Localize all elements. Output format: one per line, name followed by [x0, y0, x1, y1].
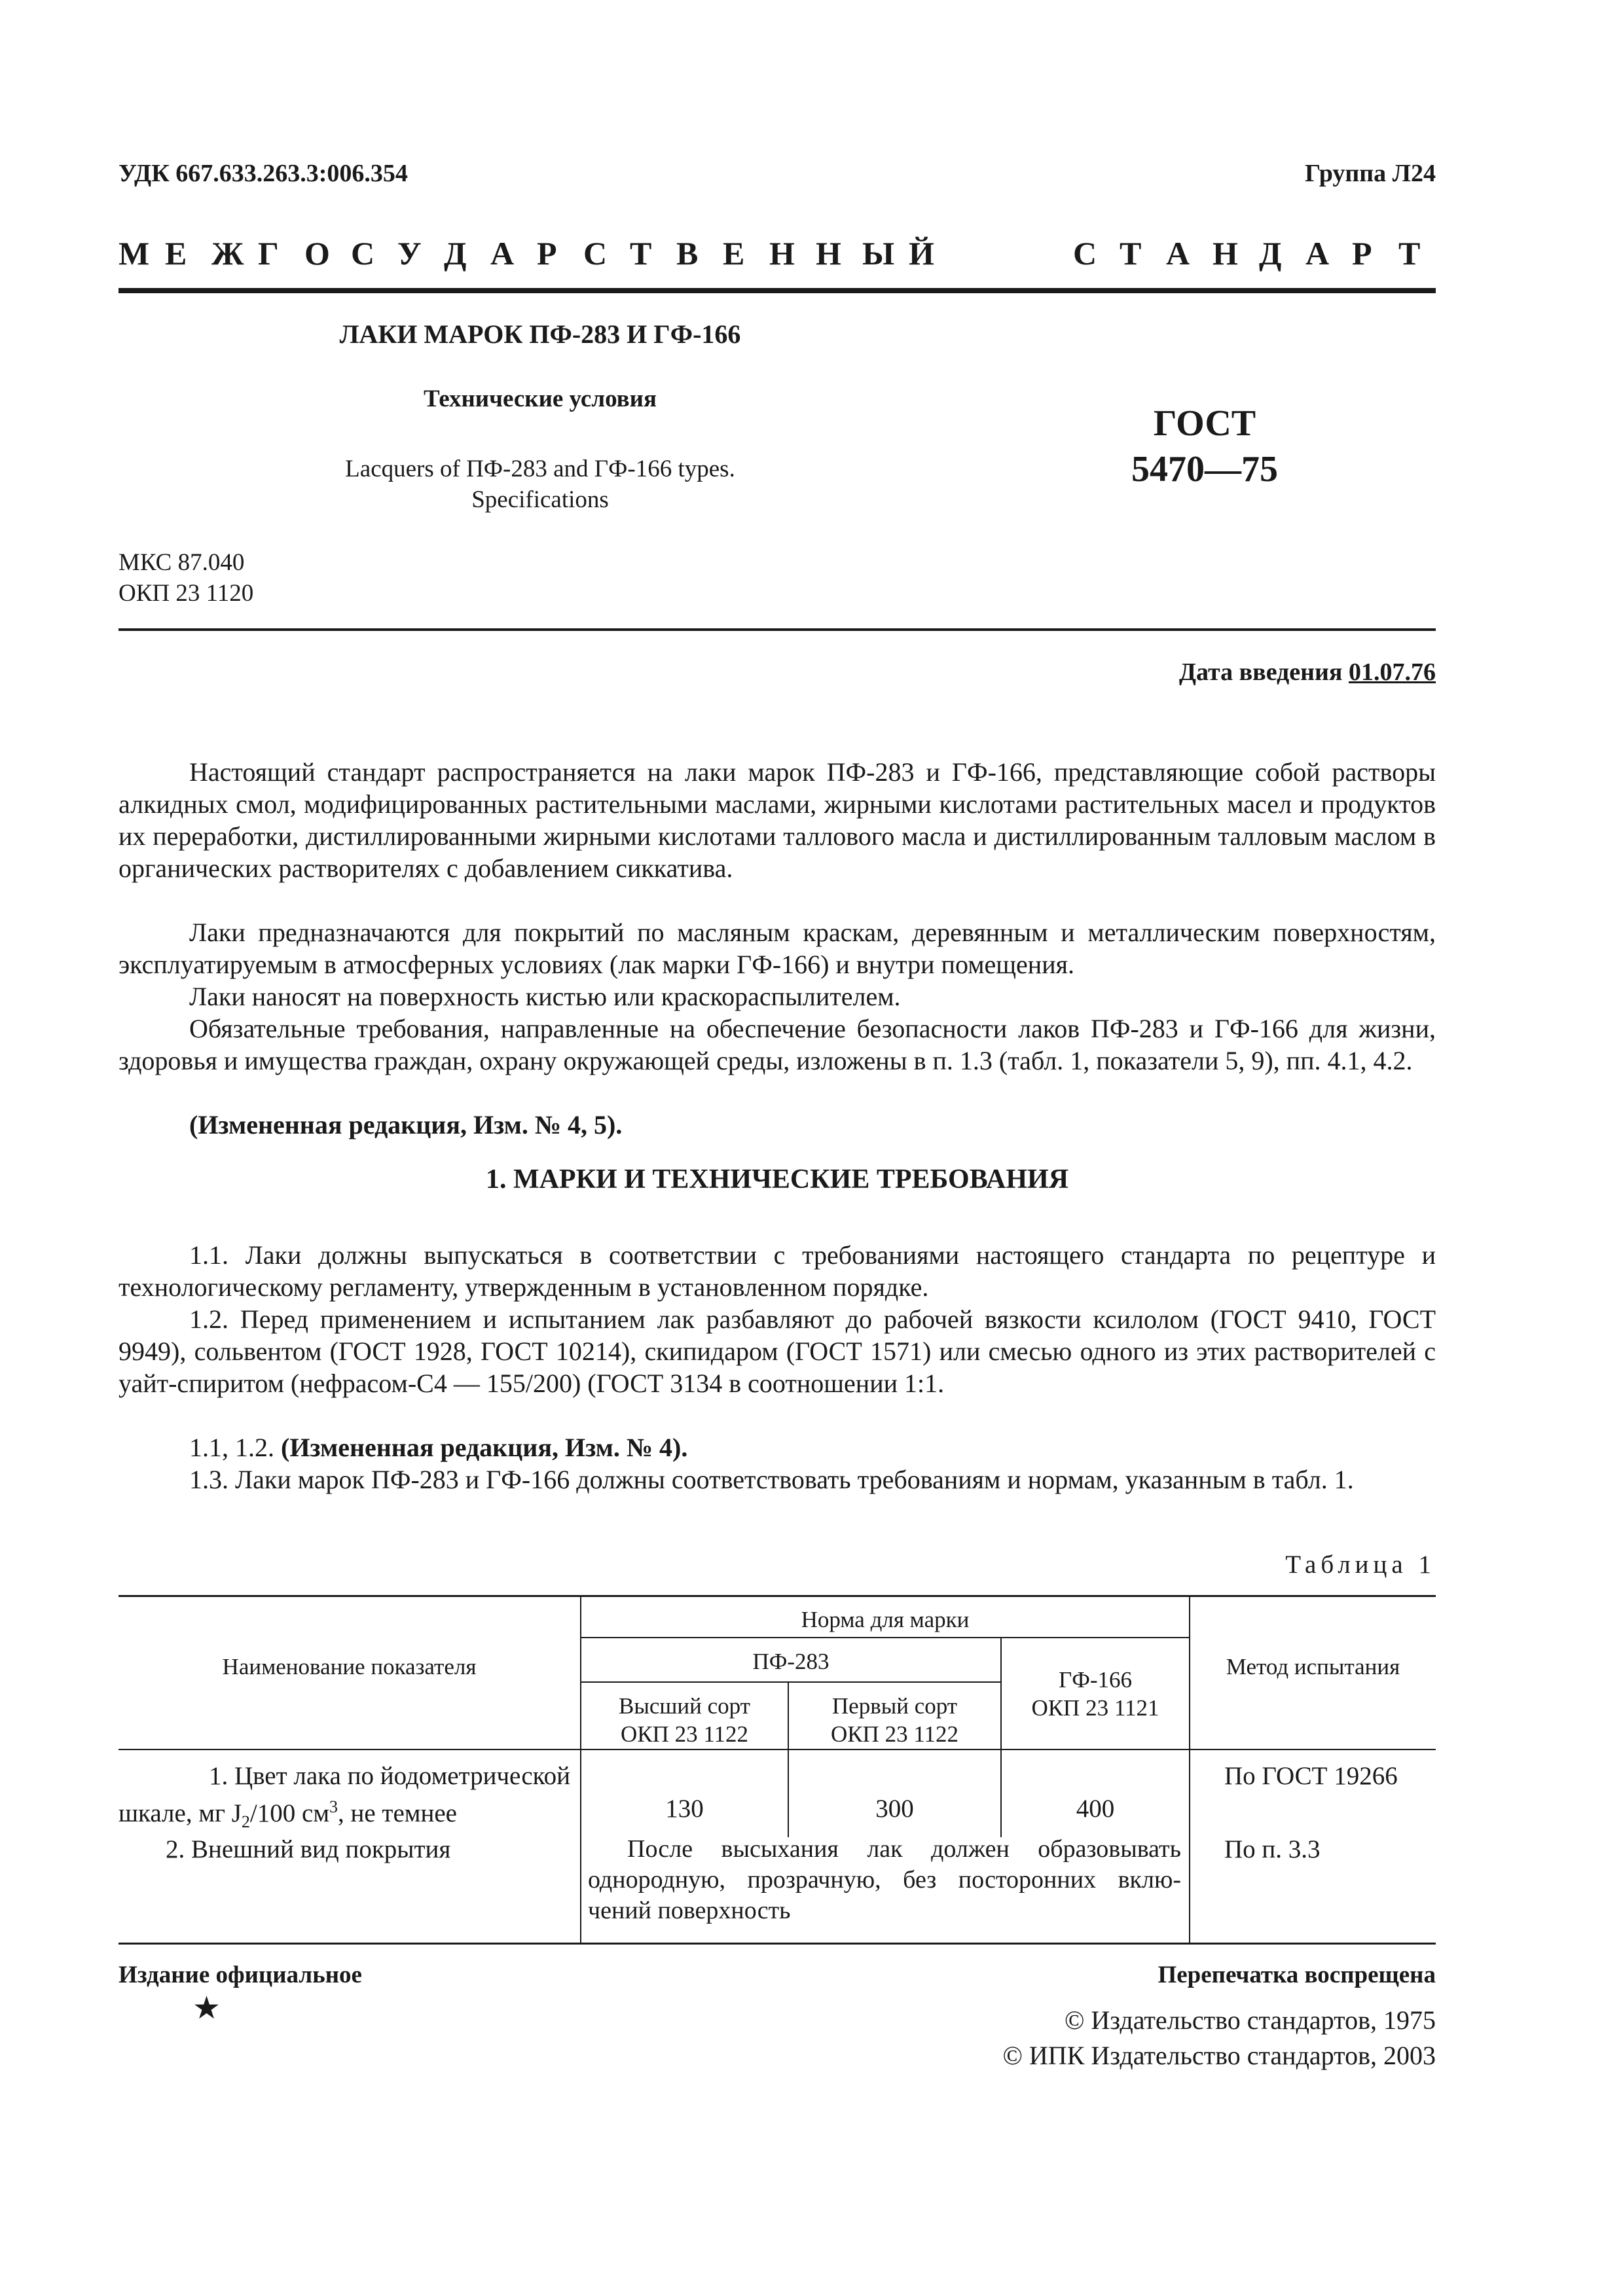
banner-letter: А — [1166, 235, 1190, 272]
table-col-rule — [1189, 1596, 1190, 1944]
clause-1-1-text: 1.1. Лаки должны выпускаться в соответствии с требованиями настоящего стандарта по рецептуре и технологическому регламенту, утвержденным в установленном порядке. — [119, 1240, 1436, 1302]
row-1-name-line2 — [119, 1791, 570, 1837]
banner-letter: Й — [909, 235, 934, 272]
row-1-name-part: , не темнее — [338, 1799, 457, 1827]
row-2-norm-line3: чений поверхность — [588, 1897, 791, 1924]
clause-1-2-text: 1.2. Перед применением и испытанием лак разбавляют до рабочей вязкости ксилолом (ГОСТ 9410, ГОСТ 9949), сольвентом (ГОСТ 1928, ГОСТ 10214), скипидаром (ГОСТ 1571) или смесью одного из этих растворителей с уайт-спиритом (нефрасом-С4 — 155/200) (ГОСТ 3134 в соотношении 1:1. — [119, 1304, 1436, 1398]
row-1-first-grade-value: 300 — [875, 1795, 914, 1823]
banner-letter: Н — [1213, 235, 1238, 272]
row-2-method: По п. 3.3 — [1224, 1835, 1321, 1863]
header-method: Метод испытания — [1226, 1654, 1400, 1679]
row-1-name-subscript: 2 — [241, 1812, 250, 1831]
banner-letter: А — [1305, 235, 1330, 272]
first-grade-okp: ОКП 23 1122 — [830, 1721, 959, 1747]
gf166-label: ГФ-166 — [1058, 1667, 1133, 1693]
table-bottom-rule — [119, 1943, 1436, 1945]
banner-letter: О — [304, 235, 330, 272]
banner-letter: Т — [1398, 235, 1421, 272]
banner-letter: Д — [1259, 235, 1282, 272]
document-title: ЛАКИ МАРОК ПФ-283 И ГФ-166 — [339, 319, 741, 349]
banner-letter: Р — [537, 235, 557, 272]
banner-letter: Д — [444, 235, 467, 272]
document-subtitle: Технические условия — [424, 386, 657, 412]
banner-letter: Р — [1352, 235, 1372, 272]
banner-letter: С — [351, 235, 375, 272]
english-title-line1: Lacquers of ПФ-283 and ГФ-166 types. — [345, 456, 735, 482]
row-2-norm-line2: однородную, прозрачную, без посторонних вклю- — [588, 1866, 1181, 1893]
banner-letter: М — [119, 235, 150, 272]
gost-label: ГОСТ — [1153, 403, 1256, 444]
intro-text-4: Обязательные требования, направленные на обеспечение безопасности лаков ПФ-283 и ГФ-166 для жизни, здоровья и имущества граждан, охрану окружающей среды, изложены в п. 1.3 (табл. 1, показатели 5, 9), пп. 4.1, 4.2. — [119, 1014, 1436, 1075]
reprint-prohibited: Перепечатка воспрещена — [1158, 1962, 1436, 1988]
intro-text-1: Настоящий стандарт распространяется на лаки марок ПФ-283 и ГФ-166, представляющие собой растворы алкидных смол, модифицированных растительными маслами, жирными кислотами растительных масел и продуктов их переработки, дистиллированными жирными кислотами таллового масла и дистиллированным талловым маслом в органических растворителях с добавлением сиккатива. — [119, 757, 1436, 883]
top-grade-label: Высший сорт — [619, 1693, 750, 1719]
table-row-1-name — [119, 1761, 570, 1837]
section-1-heading: 1. МАРКИ И ТЕХНИЧЕСКИЕ ТРЕБОВАНИЯ — [485, 1164, 1069, 1194]
row-2-merged-norm — [588, 1834, 1181, 1926]
row-1-method: По ГОСТ 19266 — [1224, 1762, 1398, 1790]
group-code: Группа Л24 — [1304, 160, 1436, 187]
amendment-note: (Измененная редакция, Изм. № 4). — [281, 1433, 688, 1462]
banner-letter: С — [1073, 235, 1097, 272]
banner-letter: Н — [816, 235, 841, 272]
okp-code: ОКП 23 1120 — [119, 580, 254, 607]
row-1-name-line1: 1. Цвет лака по йодометрической — [208, 1762, 570, 1790]
header-first-grade — [789, 1692, 1000, 1748]
row-1-name-superscript: 3 — [329, 1797, 338, 1816]
table-head-rule — [581, 1637, 1190, 1638]
introduction-date-label: Дата введения — [1178, 658, 1343, 686]
header-norm: Норма для марки — [801, 1607, 970, 1632]
row-1-gf166-value: 400 — [1076, 1795, 1115, 1823]
first-grade-label: Первый сорт — [831, 1693, 958, 1719]
table-row-2-name: 2. Внешний вид покрытия — [166, 1835, 451, 1863]
clause-1-3-text: 1.3. Лаки марок ПФ-283 и ГФ-166 должны соответствовать требованиям и нормам, указанным в табл. 1. — [189, 1465, 1354, 1494]
banner-letter: У — [397, 235, 422, 272]
header-pf283: ПФ-283 — [752, 1649, 830, 1674]
table-top-rule — [119, 1595, 1436, 1597]
intro-text-3: Лаки наносят на поверхность кистью или краскораспылителем. — [189, 982, 901, 1011]
banner-letter: Ы — [862, 235, 895, 272]
table-header-bottom-rule — [119, 1749, 1436, 1750]
gf166-okp: ОКП 23 1121 — [1031, 1695, 1159, 1721]
banner-letter: А — [490, 235, 515, 272]
star-icon: ★ — [192, 1991, 221, 2026]
header-top-grade — [581, 1692, 788, 1748]
header-indicator: Наименование показателя — [222, 1654, 477, 1679]
table-head-rule — [581, 1681, 1001, 1683]
amendment-prefix: 1.1, 1.2. — [189, 1433, 274, 1462]
copyright-2003: © ИПК Издательство стандартов, 2003 — [1002, 2041, 1436, 2070]
intro-amendment-text: (Измененная редакция, Изм. № 4, 5). — [189, 1110, 623, 1139]
banner-letter: Ж — [211, 235, 244, 272]
banner-letter: С — [583, 235, 608, 272]
row-1-name-part: шкале, мг J — [119, 1799, 242, 1827]
row-1-name-part: /100 см — [249, 1799, 329, 1827]
mks-code: МКС 87.040 — [119, 549, 245, 576]
udc-code: УДК 667.633.263.3:006.354 — [119, 160, 408, 187]
top-grade-okp: ОКП 23 1122 — [620, 1721, 749, 1747]
table-caption: Таблица 1 — [1285, 1551, 1436, 1579]
official-edition: Издание официальное — [119, 1962, 362, 1988]
introduction-date-value: 01.07.76 — [1349, 658, 1436, 686]
intro-text-2: Лаки предназначаются для покрытий по масляным краскам, деревянным и металлическим поверхностям, эксплуатируемым в атмосферных условиях (лак марки ГФ-166) и внутри помещения. — [119, 918, 1436, 979]
copyright-1975: © Издательство стандартов, 1975 — [1064, 2005, 1436, 2035]
banner-letter: Т — [1120, 235, 1142, 272]
banner-letter: Е — [723, 235, 745, 272]
banner-letter: Т — [630, 235, 652, 272]
banner-letter: Н — [769, 235, 795, 272]
row-1-top-grade-value: 130 — [665, 1795, 704, 1823]
english-title-line2: Specifications — [471, 486, 609, 513]
gost-number: 5470—75 — [1131, 449, 1278, 490]
banner-letter: Г — [258, 235, 279, 272]
row-2-norm-line1: После высыхания лак должен образовывать — [627, 1835, 1181, 1863]
banner-letter: В — [676, 235, 699, 272]
banner-letter: Е — [165, 235, 187, 272]
header-gf166 — [1002, 1666, 1189, 1722]
